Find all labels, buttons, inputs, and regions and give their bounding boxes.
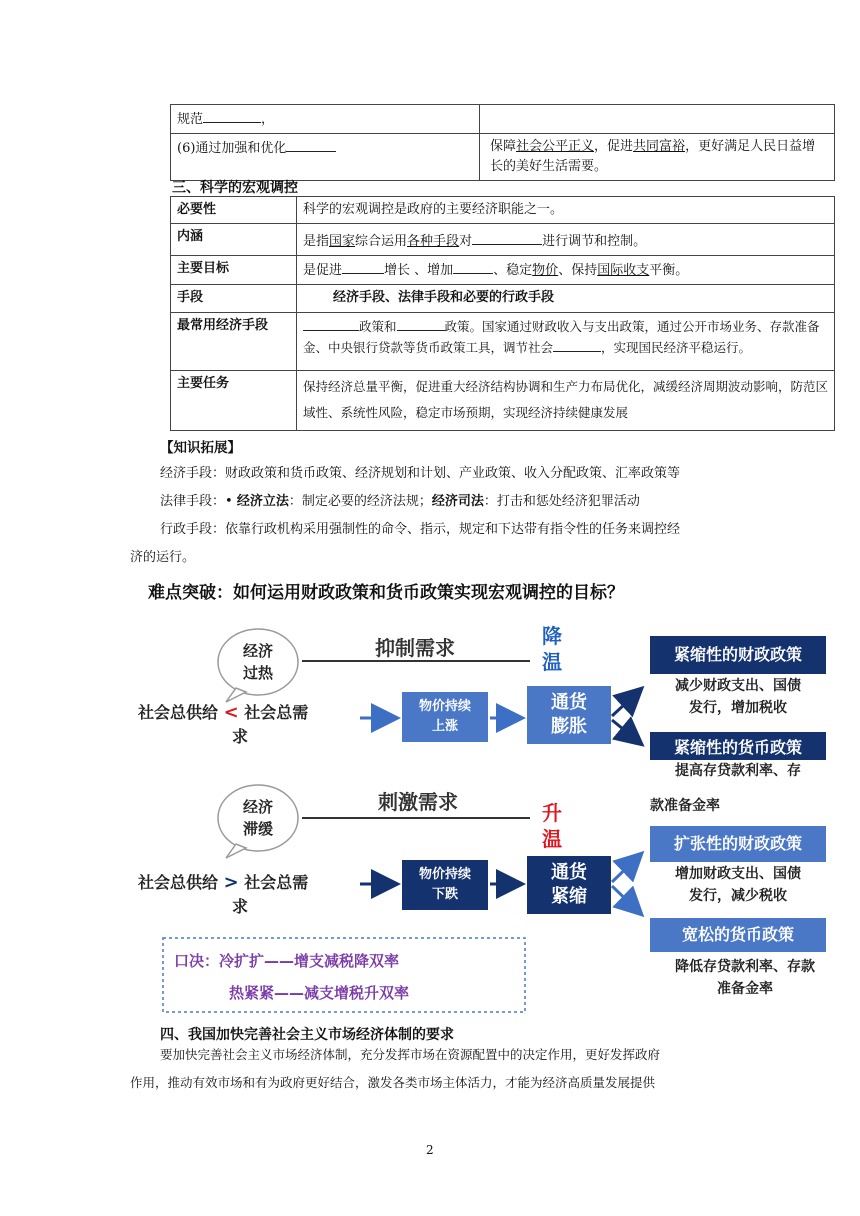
bubble-overheat: 经济 过热 bbox=[242, 642, 273, 682]
section4-line2: 作用，推动有效市场和有为政府更好结合，激发各类市场主体活力，才能为经济高质量发展提供 bbox=[130, 1075, 656, 1090]
row-content: 科学的宏观调控是政府的主要经济职能之一。 bbox=[297, 197, 835, 224]
page-number: 2 bbox=[426, 1143, 434, 1157]
top-row2-right: 保障社会公平正义，促进共同富裕，更好满足人民日益增长的美好生活需要。 bbox=[480, 134, 835, 181]
row-label: 最常用经济手段 bbox=[171, 313, 297, 371]
knowledge-line2: 法律手段：• 经济立法：制定必要的经济法规；经济司法：打击和惩处经济犯罪活动 bbox=[160, 494, 640, 509]
lower-supply-demand-tail: 求 bbox=[232, 897, 249, 916]
mnemonic-line1: 口决：冷扩扩——增支减税降双率 bbox=[174, 952, 400, 970]
mnemonic-line2: 热紧紧——减支增税升双率 bbox=[229, 984, 410, 1002]
lower-temp: 升 温 bbox=[542, 801, 562, 851]
policy-tight-monetary: 紧缩性的货币政策 bbox=[650, 732, 826, 760]
section4-line1: 要加快完善社会主义市场经济体制，充分发挥市场在资源配置中的决定作用，更好发挥政府 bbox=[160, 1047, 661, 1062]
row-content: 是促进 增长 、增加 、稳定物价、保持国际收支平衡。 bbox=[297, 256, 835, 285]
top-row2-left: (6)通过加强和优化 bbox=[171, 134, 480, 181]
upper-temp: 降 温 bbox=[542, 624, 562, 674]
difficulty-title: 难点突破：如何运用财政政策和货币政策实现宏观调控的目标？ bbox=[148, 583, 624, 603]
policy-expansionary-fiscal-desc: 增加财政支出、国债 发行，减少税收 bbox=[675, 866, 801, 904]
row-content: 经济手段、法律手段和必要的行政手段 bbox=[297, 285, 835, 313]
upper-box-price-rise: 物价持续 上涨 bbox=[402, 692, 488, 742]
lower-supply-demand: 社会总供给 > 社会总需 bbox=[138, 872, 309, 893]
policy-tight-fiscal: 紧缩性的财政政策 bbox=[650, 636, 826, 674]
row-label: 主要任务 bbox=[171, 371, 297, 431]
upper-arrow-label: 抑制需求 bbox=[375, 636, 455, 660]
upper-supply-demand: 社会总供给 < 社会总需 bbox=[138, 702, 309, 723]
knowledge-line4: 济的运行。 bbox=[130, 550, 196, 565]
lower-box-deflation: 通货 紧缩 bbox=[527, 856, 611, 914]
top-row1-left: 规范 ， bbox=[171, 105, 480, 134]
row-label: 必要性 bbox=[171, 197, 297, 224]
policy-tight-fiscal-desc: 减少财政支出、国债 发行，增加税收 bbox=[675, 678, 801, 716]
row-label: 内涵 bbox=[171, 224, 297, 256]
policy-loose-monetary: 宽松的货币政策 bbox=[650, 918, 826, 952]
knowledge-heading: 【知识拓展】 bbox=[160, 440, 241, 456]
lower-arrow-label: 刺激需求 bbox=[378, 790, 458, 814]
knowledge-line1: 经济手段：财政政策和货币政策、经济规划和计划、产业政策、收入分配政策、汇率政策等 bbox=[160, 466, 681, 481]
section3-heading: 三、科学的宏观调控 bbox=[172, 180, 298, 196]
upper-box-inflation: 通货 膨胀 bbox=[527, 686, 611, 744]
policy-loose-monetary-desc: 降低存贷款利率、存款 准备金率 bbox=[675, 959, 815, 997]
bubble-slowdown: 经济 滞缓 bbox=[242, 798, 273, 838]
knowledge-line3: 行政手段：依靠行政机构采用强制性的命令、指示，规定和下达带有指令性的任务来调控经 bbox=[160, 522, 681, 537]
row-label: 手段 bbox=[171, 285, 297, 313]
row-content: 政策和 政策。国家通过财政收入与支出政策，通过公开市场业务、存款准备金、中央银行贷款等货币政策工具，调节社会 ，实现国民经济平稳运行。 bbox=[297, 313, 835, 371]
policy-expansionary-fiscal: 扩张性的财政政策 bbox=[650, 826, 826, 862]
row-content: 是指国家综合运用各种手段对 进行调节和控制。 bbox=[297, 224, 835, 256]
policy-tight-monetary-desc1: 提高存贷款利率、存 bbox=[675, 763, 801, 779]
row-content: 保持经济总量平衡，促进重大经济结构协调和生产力布局优化，减缓经济周期波动影响，防范区域性、系统性风险，稳定市场预期，实现经济持续健康发展 bbox=[297, 371, 835, 431]
policy-tight-monetary-desc2: 款准备金率 bbox=[650, 798, 720, 814]
upper-supply-demand-tail: 求 bbox=[232, 727, 249, 746]
lower-box-price-fall: 物价持续 下跌 bbox=[402, 860, 488, 910]
row-label: 主要目标 bbox=[171, 256, 297, 285]
section4-heading: 四、我国加快完善社会主义市场经济体制的要求 bbox=[160, 1027, 454, 1043]
